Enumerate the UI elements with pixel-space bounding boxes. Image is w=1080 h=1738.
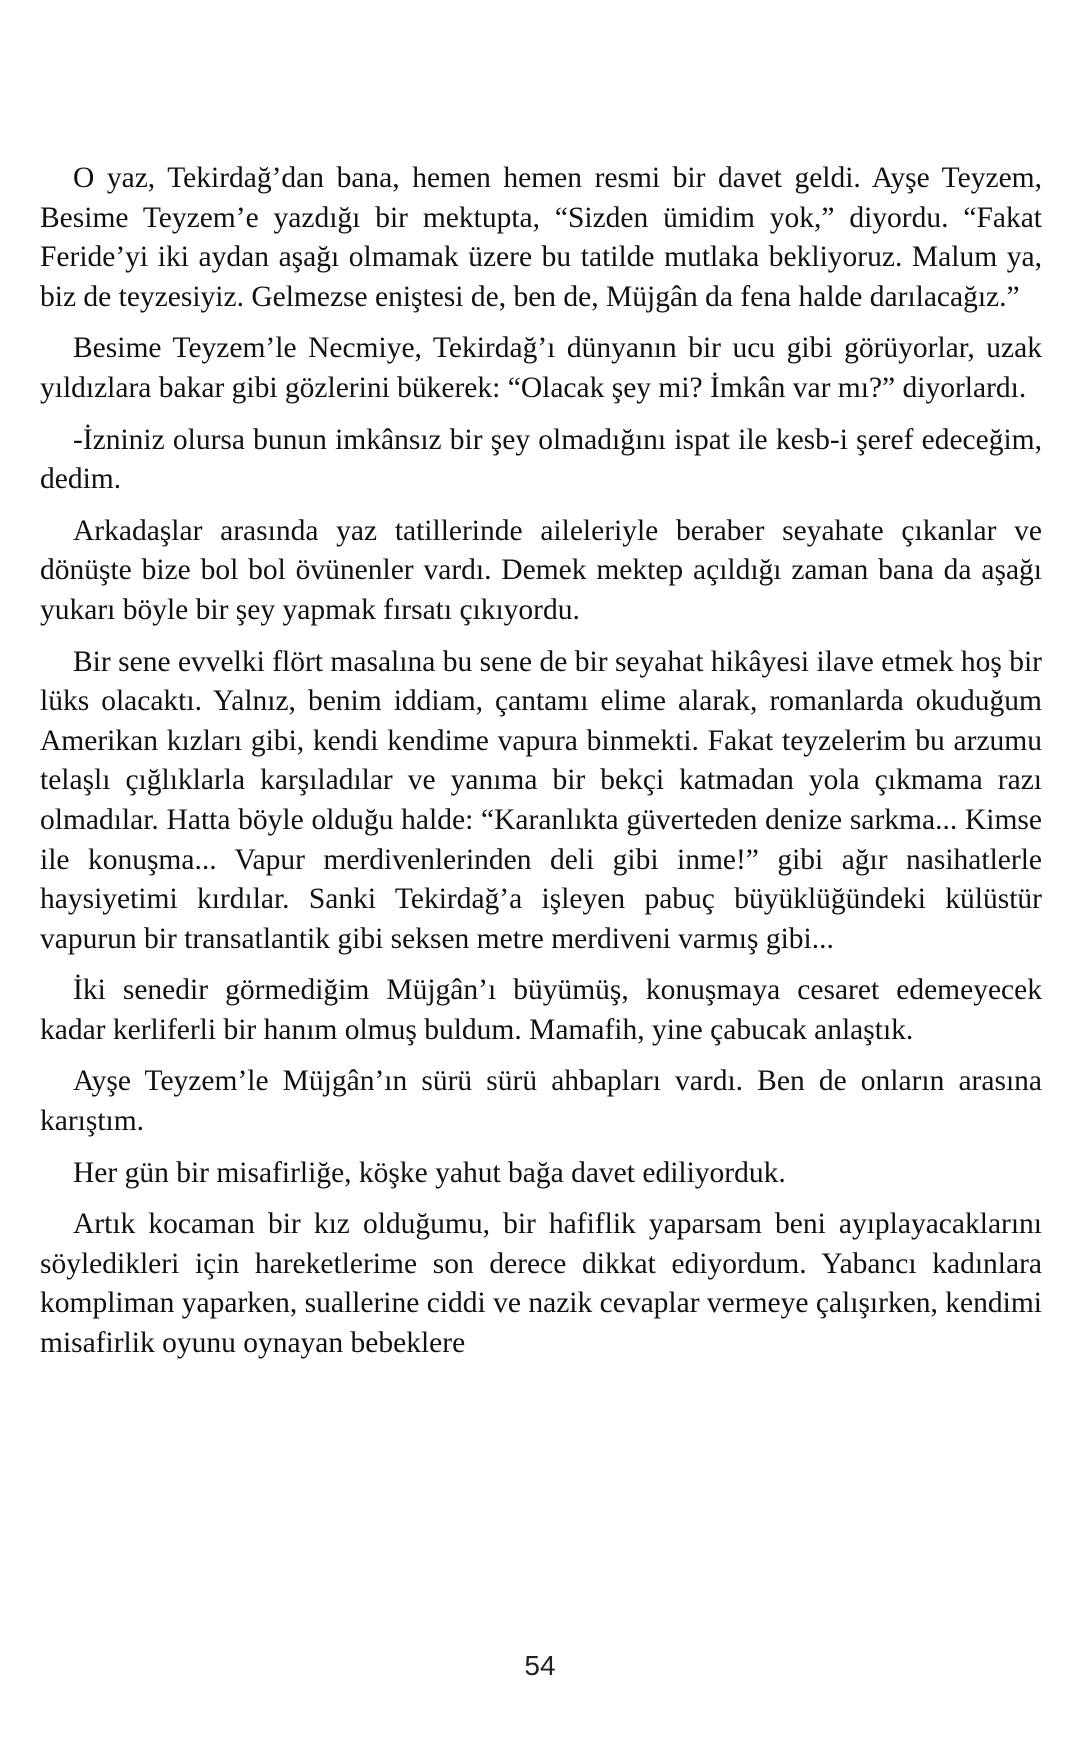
paragraph: O yaz, Tekirdağ’dan bana, hemen hemen resmi bir davet geldi. Ayşe Teyzem, Besime Teyzem’e yazdığı bir mektupta, “Sizden ümidim yok,” diyordu. “Fakat Feride’yi iki aydan aşağı olmamak üzere bu tatilde mutlaka bekliyoruz. Malum ya, biz de teyzesiyiz. Gelmezse eniştesi de, ben de, Müjgân da fena halde darılacağız.” (40, 162, 1042, 313)
paragraph: Bir sene evvelki flört masalına bu sene de bir seyahat hikâyesi ilave etmek hoş bir lüks olacaktı. Yalnız, benim iddiam, çantamı elime alarak, romanlarda okuduğum Amerikan kızları gibi, kendi kendime vapura binmekti. Fakat teyzelerim bu arzumu telaşlı çığlıklarla karşıladılar ve yanıma bir bekçi katmadan yola çıkmama razı olmadılar. Hatta böyle olduğu halde: “Karanlıkta güverteden denize sarkma... Kimse ile konuşma... Vapur merdivenlerinden deli gibi inme!” gibi ağır nasihatlerle haysiyetimi kırdılar. Sanki Tekirdağ’a işleyen pabuç büyüklüğündeki külüstür vapurun bir transatlantik gibi seksen metre merdiveni varmış gibi... (40, 645, 1042, 955)
paragraph: Her gün bir misafirliğe, köşke yahut bağa davet ediliyorduk. (73, 1156, 786, 1189)
paragraph: Ayşe Teyzem’le Müjgân’ın sürü sürü ahbapları vardı. Ben de onların arasına karıştım. (40, 1065, 1042, 1138)
paragraph: Arkadaşlar arasında yaz tatillerinde aileleriyle beraber seyahate çıkanlar ve dönüşte bize bol bol övünenler vardı. Demek mektep açıldığı zaman bana da aşağı yukarı böyle bir şey yapmak fırsatı çıkıyordu. (40, 514, 1042, 626)
paragraph: Besime Teyzem’le Necmiye, Tekirdağ’ı dünyanın bir ucu gibi görüyorlar, uzak yıldızlara bakar gibi gözlerini bükerek: “Olacak şey mi? İmkân var mı?” diyorlardı. (40, 332, 1042, 404)
page-body (40, 159, 1042, 1376)
page-number: 54 (524, 1650, 556, 1681)
paragraph: -İzniniz olursa bunun imkânsız bir şey olmadığını ispat ile kesb-i şeref edeceğim, dedim. (40, 423, 1042, 496)
paragraph: İki senedir görmediğim Müjgân’ı büyümüş, konuşmaya cesaret edemeyecek kadar kerliferli bir hanım olmuş buldum. Mamafih, yine çabucak anlaştık. (40, 974, 1042, 1046)
paragraph: Artık kocaman bir kız olduğumu, bir hafiflik yaparsam beni ayıplayacaklarını söyledikleri için hareketlerime son derece dikkat ediyordum. Yabancı kadınlara kompliman yaparken, suallerine ciddi ve nazik cevaplar vermeye çalışırken, kendimi misafirlik oyunu oynayan bebeklere (40, 1208, 1042, 1360)
